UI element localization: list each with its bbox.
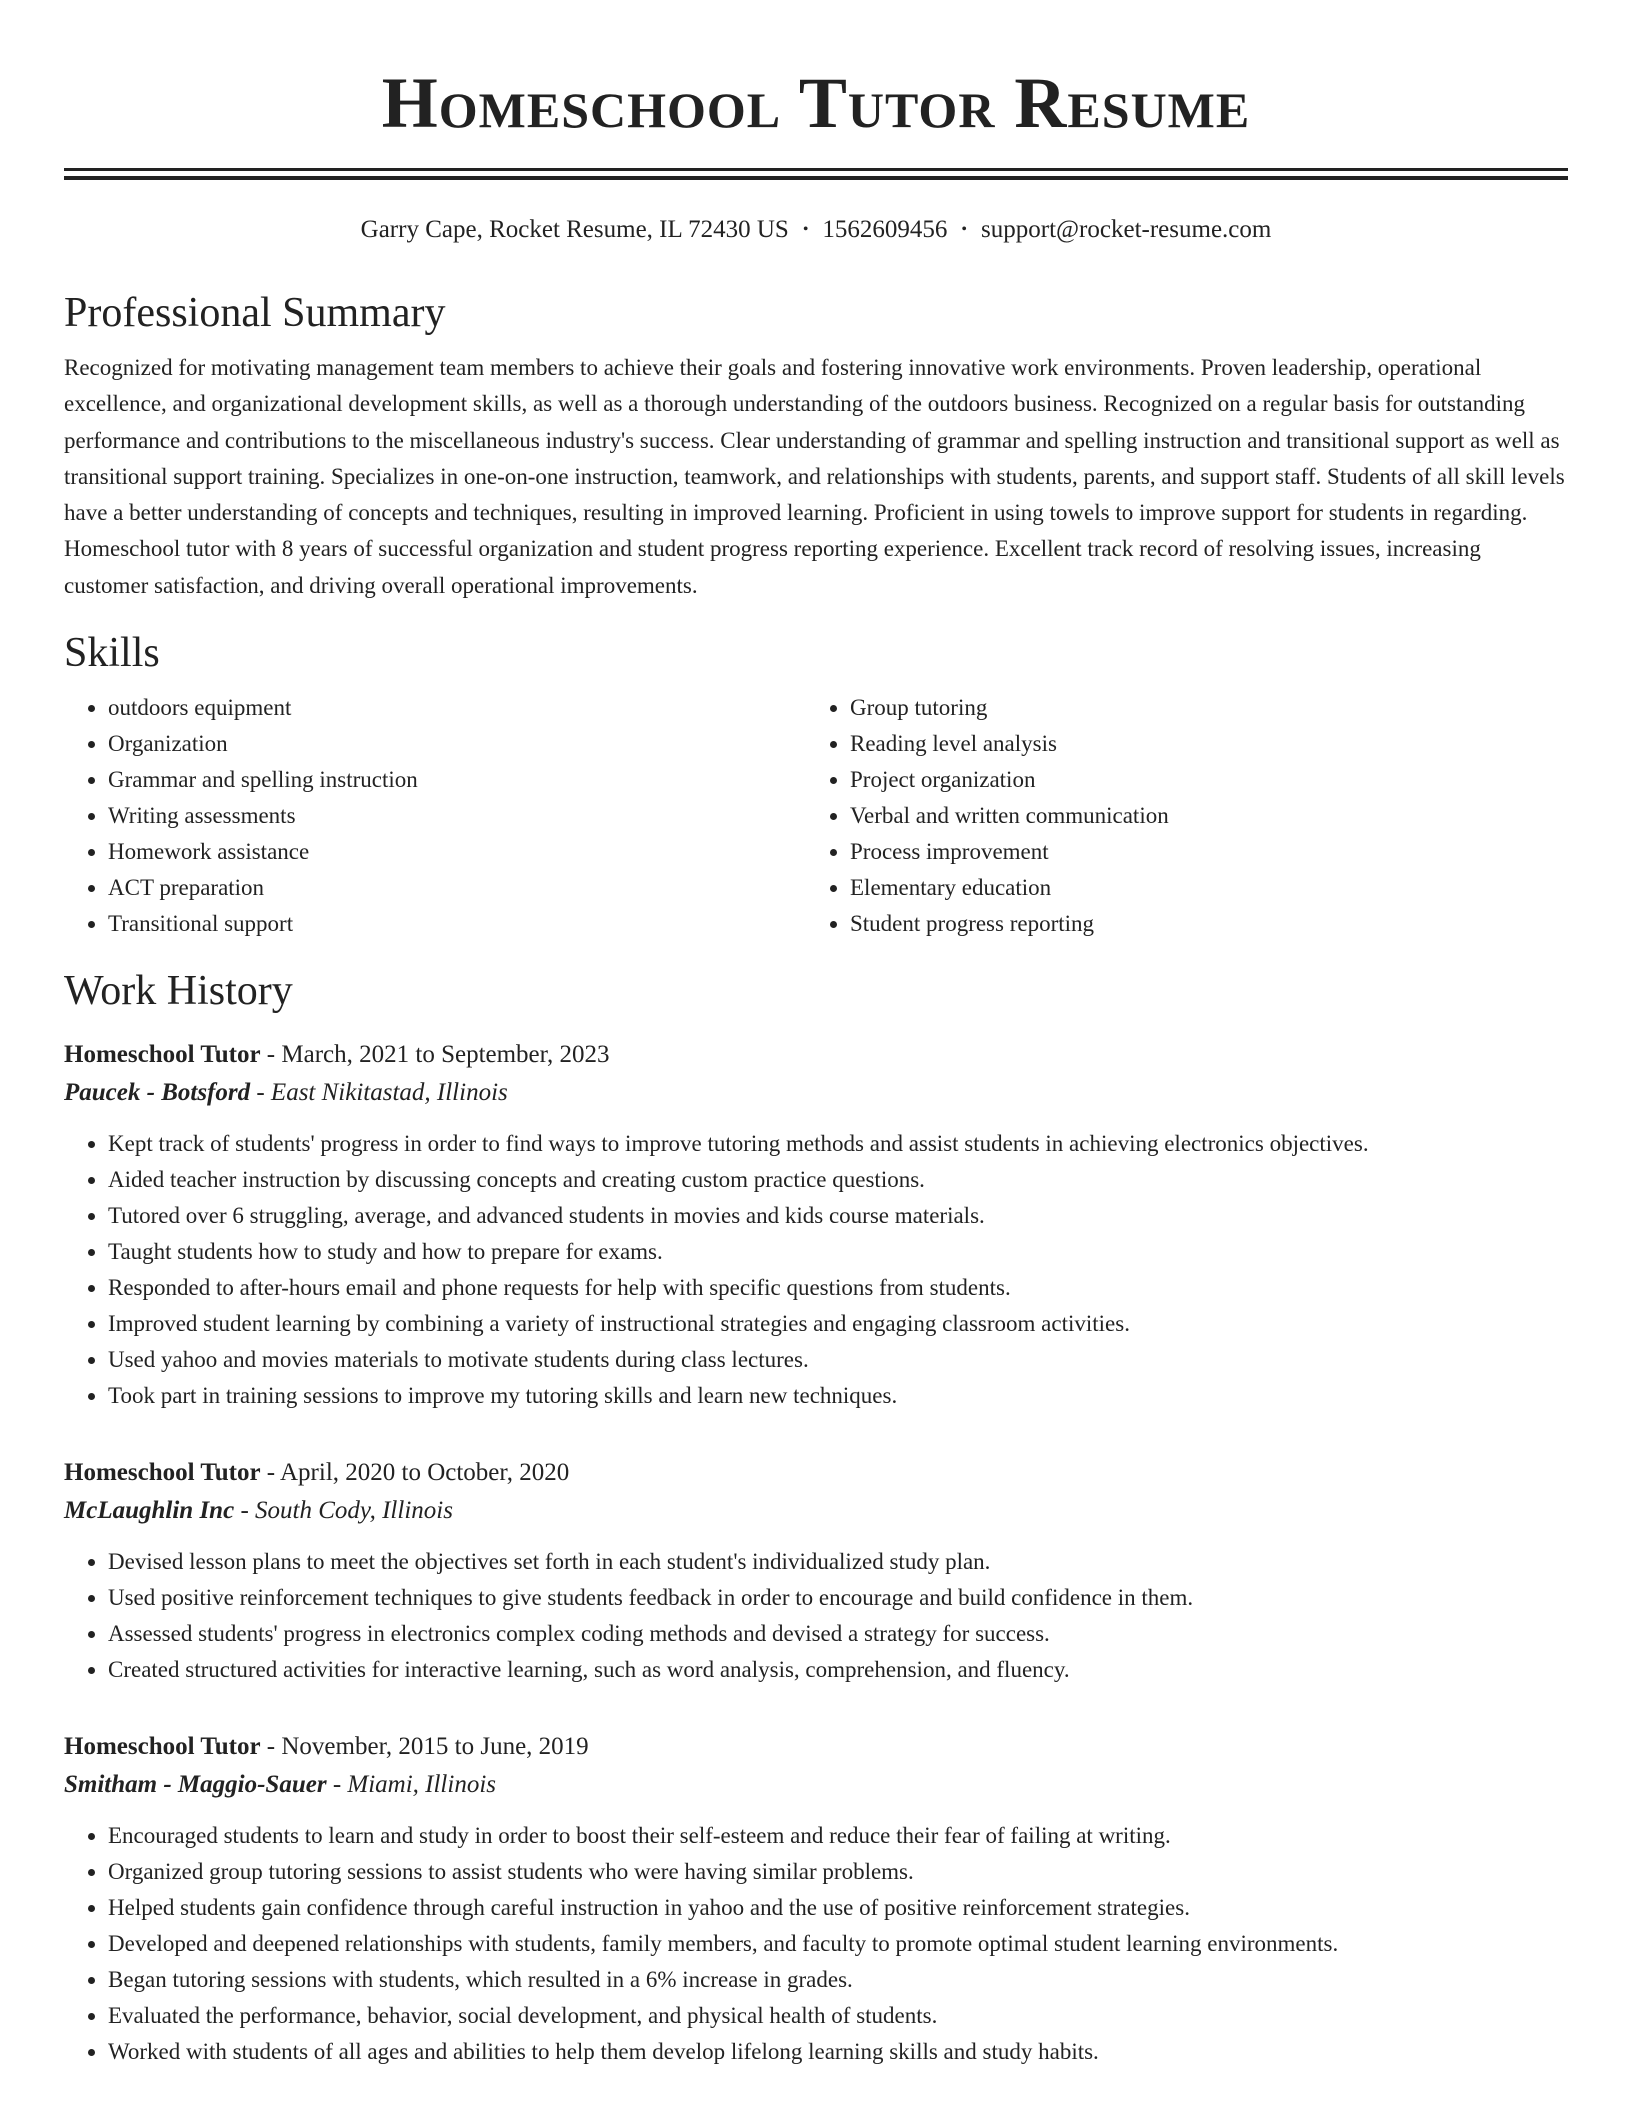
skill-item: • Grammar and spelling instruction <box>108 762 806 798</box>
summary-text: Recognized for motivating management team members to achieve their goals and fostering innovative work environments. Proven leadership, operational excellence, and organizational development skills, as well as a thorough understanding of the outdoors business. Recognized on a regular basis for outstanding performance and contributions to the miscellaneous industry's success. Clear understanding of grammar and spelling instruction and transitional support as well as transitional support training. Specializes in one-on-one instruction, teamwork, and relationships with students, parents, and support staff. Students of all skill levels have a better understanding of concepts and techniques, resulting in improved learning. Proficient in using towels to improve support for students in regarding. Homeschool tutor with 8 years of successful organization and student progress reporting experience. Excellent track record of resolving issues, increasing customer satisfaction, and driving overall operational improvements. <box>64 355 1565 598</box>
contact-separator: • <box>961 221 968 238</box>
job-company: Paucek - Botsford <box>64 1079 251 1107</box>
job-bullet: • Responded to after-hours email and phone requests for help with specific questions from students. <box>108 1270 1568 1306</box>
contact-phone: 1562609456 <box>822 216 948 243</box>
job-company: McLaughlin Inc <box>64 1497 235 1525</box>
job-bullet: • Worked with students of all ages and abilities to help them develop lifelong learning skills and study habits. <box>108 2034 1568 2070</box>
job-bullet: • Developed and deepened relationships with students, family members, and faculty to promote optimal student learning environments. <box>108 1926 1568 1962</box>
skill-item: • Elementary education <box>850 870 1548 906</box>
summary-heading: Professional Summary <box>64 290 446 336</box>
skill-item: • outdoors equipment <box>108 690 806 726</box>
job-company-line <box>64 1766 1568 1804</box>
job-bullet: • Organized group tutoring sessions to assist students who were having similar problems. <box>108 1854 1568 1890</box>
job-title-line <box>64 1036 1568 1074</box>
job-bullet: • Helped students gain confidence through careful instruction in yahoo and the use of positive reinforcement strategies. <box>108 1890 1568 1926</box>
skill-item: • Transitional support <box>108 906 806 942</box>
job-location: - Miami, Illinois <box>326 1771 496 1799</box>
skill-item: • Student progress reporting <box>850 906 1548 942</box>
job-company-line <box>64 1492 1568 1530</box>
job-dates: - March, 2021 to September, 2023 <box>260 1041 610 1069</box>
job-entry <box>64 1454 1568 1688</box>
title-divider-bottom <box>64 176 1568 180</box>
job-bullet: • Took part in training sessions to improve my tutoring skills and learn new techniques. <box>108 1378 1568 1414</box>
job-bullet: • Used yahoo and movies materials to motivate students during class lectures. <box>108 1342 1568 1378</box>
skill-item: • Reading level analysis <box>850 726 1548 762</box>
job-bullet: • Evaluated the performance, behavior, social development, and physical health of students. <box>108 1998 1568 2034</box>
skill-item: • Verbal and written communication <box>850 798 1548 834</box>
job-entry <box>64 1036 1568 1414</box>
job-bullet: • Aided teacher instruction by discussing concepts and creating custom practice questions. <box>108 1162 1568 1198</box>
job-bullets <box>64 1818 1568 2070</box>
job-company-line <box>64 1074 1568 1112</box>
skills-column-right <box>806 690 1548 942</box>
contact-address: Garry Cape, Rocket Resume, IL 72430 US <box>360 216 789 243</box>
skill-item: • Organization <box>108 726 806 762</box>
job-role: Homeschool Tutor <box>64 1733 261 1761</box>
skill-item: • Writing assessments <box>108 798 806 834</box>
job-bullets <box>64 1544 1568 1688</box>
job-title-line <box>64 1454 1568 1492</box>
job-bullet: • Assessed students' progress in electronics complex coding methods and devised a strategy for success. <box>108 1616 1568 1652</box>
work-history-heading: Work History <box>64 968 293 1015</box>
job-bullet: • Tutored over 6 struggling, average, and advanced students in movies and kids course materials. <box>108 1198 1568 1234</box>
skills-list <box>64 690 1568 942</box>
job-dates: - November, 2015 to June, 2019 <box>260 1733 589 1761</box>
job-role: Homeschool Tutor <box>64 1041 261 1069</box>
job-location: - South Cody, Illinois <box>234 1497 453 1525</box>
job-bullets <box>64 1126 1568 1414</box>
job-bullet: • Encouraged students to learn and study in order to boost their self-esteem and reduce their fear of failing at writing. <box>108 1818 1568 1854</box>
contact-separator: • <box>802 221 809 238</box>
contact-email: support@rocket-resume.com <box>981 216 1272 243</box>
job-bullet: • Devised lesson plans to meet the objectives set forth in each student's individualized study plan. <box>108 1544 1568 1580</box>
job-bullet: • Began tutoring sessions with students, which resulted in a 6% increase in grades. <box>108 1962 1568 1998</box>
skill-item: • ACT preparation <box>108 870 806 906</box>
job-entry <box>64 1728 1568 2070</box>
job-dates: - April, 2020 to October, 2020 <box>260 1459 570 1487</box>
job-company: Smitham - Maggio-Sauer <box>64 1771 327 1799</box>
skill-item: • Process improvement <box>850 834 1548 870</box>
job-bullet: • Improved student learning by combining a variety of instructional strategies and engaging classroom activities. <box>108 1306 1568 1342</box>
skill-item: • Homework assistance <box>108 834 806 870</box>
job-role: Homeschool Tutor <box>64 1459 261 1487</box>
contact-line <box>64 214 1568 246</box>
job-bullet: • Kept track of students' progress in order to find ways to improve tutoring methods and assist students in achieving electronics objectives. <box>108 1126 1568 1162</box>
job-location: - East Nikitastad, Illinois <box>250 1079 508 1107</box>
title-divider-top <box>64 168 1568 171</box>
skills-heading: Skills <box>64 630 160 677</box>
skill-item: • Group tutoring <box>850 690 1548 726</box>
resume-title: Homeschool Tutor Resume <box>381 63 1251 143</box>
job-title-line <box>64 1728 1568 1766</box>
skills-column-left <box>64 690 806 942</box>
job-bullet: • Taught students how to study and how to prepare for exams. <box>108 1234 1568 1270</box>
skill-item: • Project organization <box>850 762 1548 798</box>
job-bullet: • Created structured activities for interactive learning, such as word analysis, comprehension, and fluency. <box>108 1652 1568 1688</box>
job-bullet: • Used positive reinforcement techniques to give students feedback in order to encourage and build confidence in them. <box>108 1580 1568 1616</box>
